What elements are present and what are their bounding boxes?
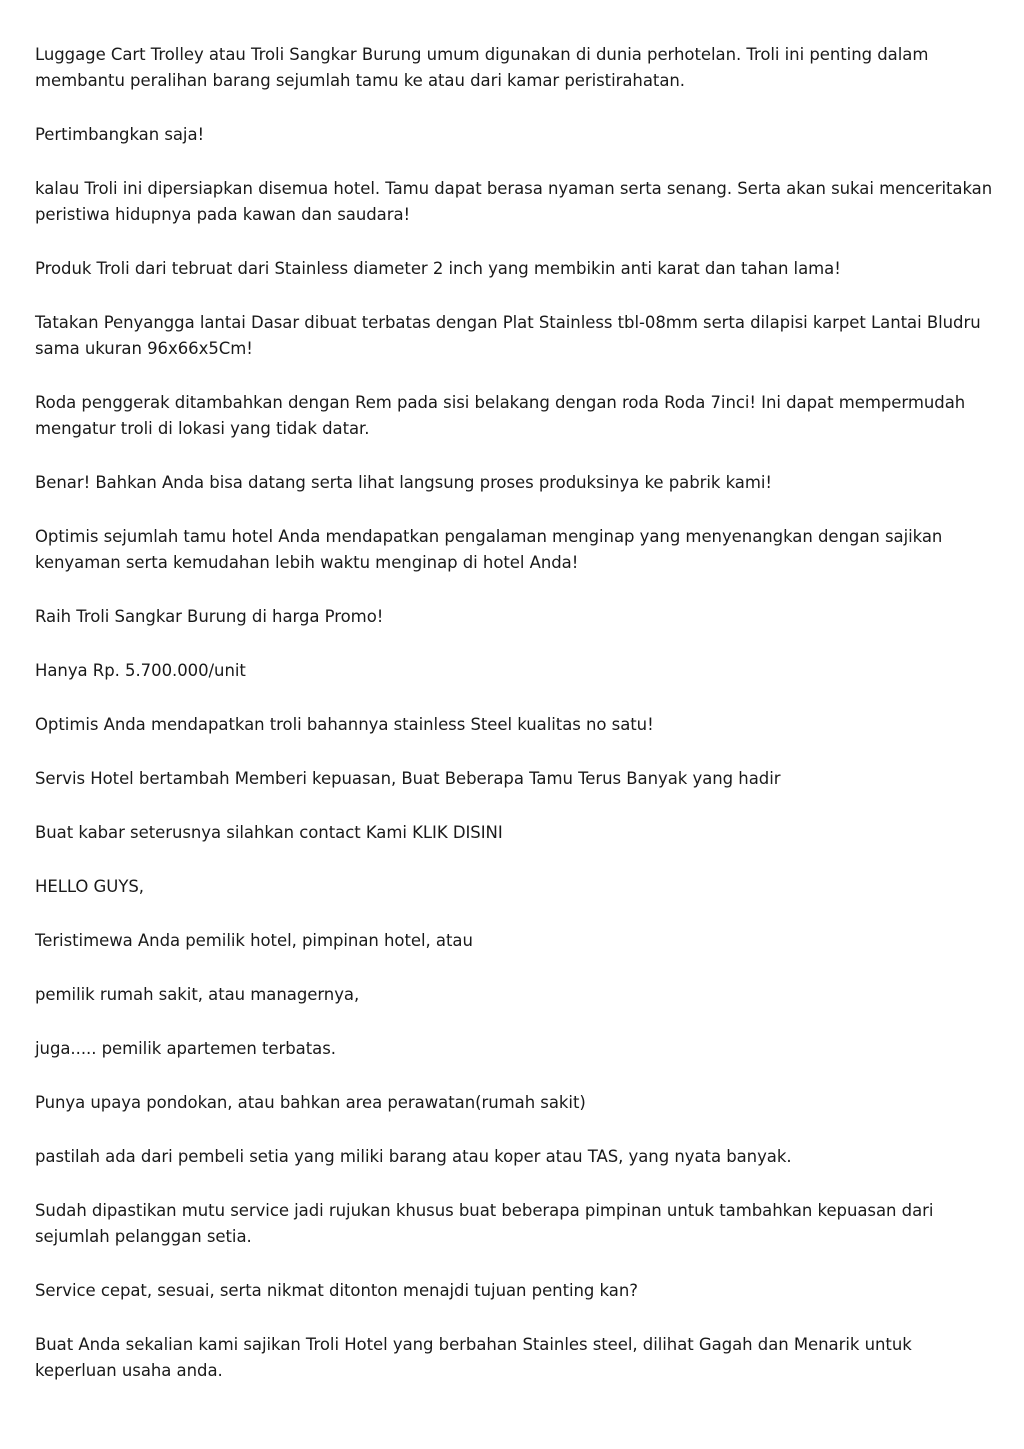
paragraph-experience: Optimis sejumlah tamu hotel Anda mendapatkan pengalaman menginap yang menyenangkan dengan sajikan kenyaman serta kemudahan lebih waktu menginap di hotel Anda! <box>35 527 943 572</box>
paragraph-luggage: pastilah ada dari pembeli setia yang miliki barang atau koper atau TAS, yang nyata banyak. <box>35 1147 792 1166</box>
paragraph-hospital-owners: pemilik rumah sakit, atau managernya, <box>35 985 360 1004</box>
paragraph-price: Hanya Rp. 5.700.000/unit <box>35 661 246 680</box>
paragraph-closing: Buat Anda sekalian kami sajikan Troli Hotel yang berbahan Stainles steel, dilihat Gagah dan Menarik untuk keperluan usaha anda. <box>35 1335 912 1380</box>
paragraph-wheels: Roda penggerak ditambahkan dengan Rem pada sisi belakang dengan roda Roda 7inci! Ini dapat mempermudah mengatur troli di lokasi yang tidak datar. <box>35 393 966 438</box>
paragraph-quality: Optimis Anda mendapatkan troli bahannya stainless Steel kualitas no satu! <box>35 715 654 734</box>
paragraph-contact: Buat kabar seterusnya silahkan contact Kami KLIK DISINI <box>35 823 503 842</box>
paragraph-greeting: HELLO GUYS, <box>35 877 144 896</box>
paragraph-hotel-owners: Teristimewa Anda pemilik hotel, pimpinan hotel, atau <box>35 931 473 950</box>
paragraph-service: Servis Hotel bertambah Memberi kepuasan, Buat Beberapa Tamu Terus Banyak yang hadir <box>35 769 781 788</box>
paragraph-consider: Pertimbangkan saja! <box>35 125 205 144</box>
paragraph-material: Produk Troli dari tebruat dari Stainless diameter 2 inch yang membikin anti karat dan tahan lama! <box>35 259 841 278</box>
paragraph-base-plate: Tatakan Penyangga lantai Dasar dibuat terbatas dengan Plat Stainless tbl-08mm serta dilapisi karpet Lantai Bludru sama ukuran 96x66x5Cm! <box>35 313 981 358</box>
paragraph-fast-service: Service cepat, sesuai, serta nikmat ditonton menajdi tujuan penting kan? <box>35 1281 638 1300</box>
paragraph-factory-visit: Benar! Bahkan Anda bisa datang serta lihat langsung proses produksinya ke pabrik kami! <box>35 473 772 492</box>
paragraph-service-quality: Sudah dipastikan mutu service jadi rujukan khusus buat beberapa pimpinan untuk tambahkan kepuasan dari sejumlah pelanggan setia. <box>35 1201 934 1246</box>
paragraph-apartment-owners: juga..... pemilik apartemen terbatas. <box>35 1039 336 1058</box>
paragraph-guest-comfort: kalau Troli ini dipersiapkan disemua hotel. Tamu dapat berasa nyaman serta senang. Serta akan sukai menceritakan peristiwa hidupnya pada kawan dan saudara! <box>35 179 993 224</box>
paragraph-promo: Raih Troli Sangkar Burung di harga Promo! <box>35 607 384 626</box>
paragraph-intro: Luggage Cart Trolley atau Troli Sangkar Burung umum digunakan di dunia perhotelan. Troli ini penting dalam membantu peralihan barang sejumlah tamu ke atau dari kamar peristirahatan. <box>35 45 929 90</box>
paragraph-lodging: Punya upaya pondokan, atau bahkan area perawatan(rumah sakit) <box>35 1093 586 1112</box>
